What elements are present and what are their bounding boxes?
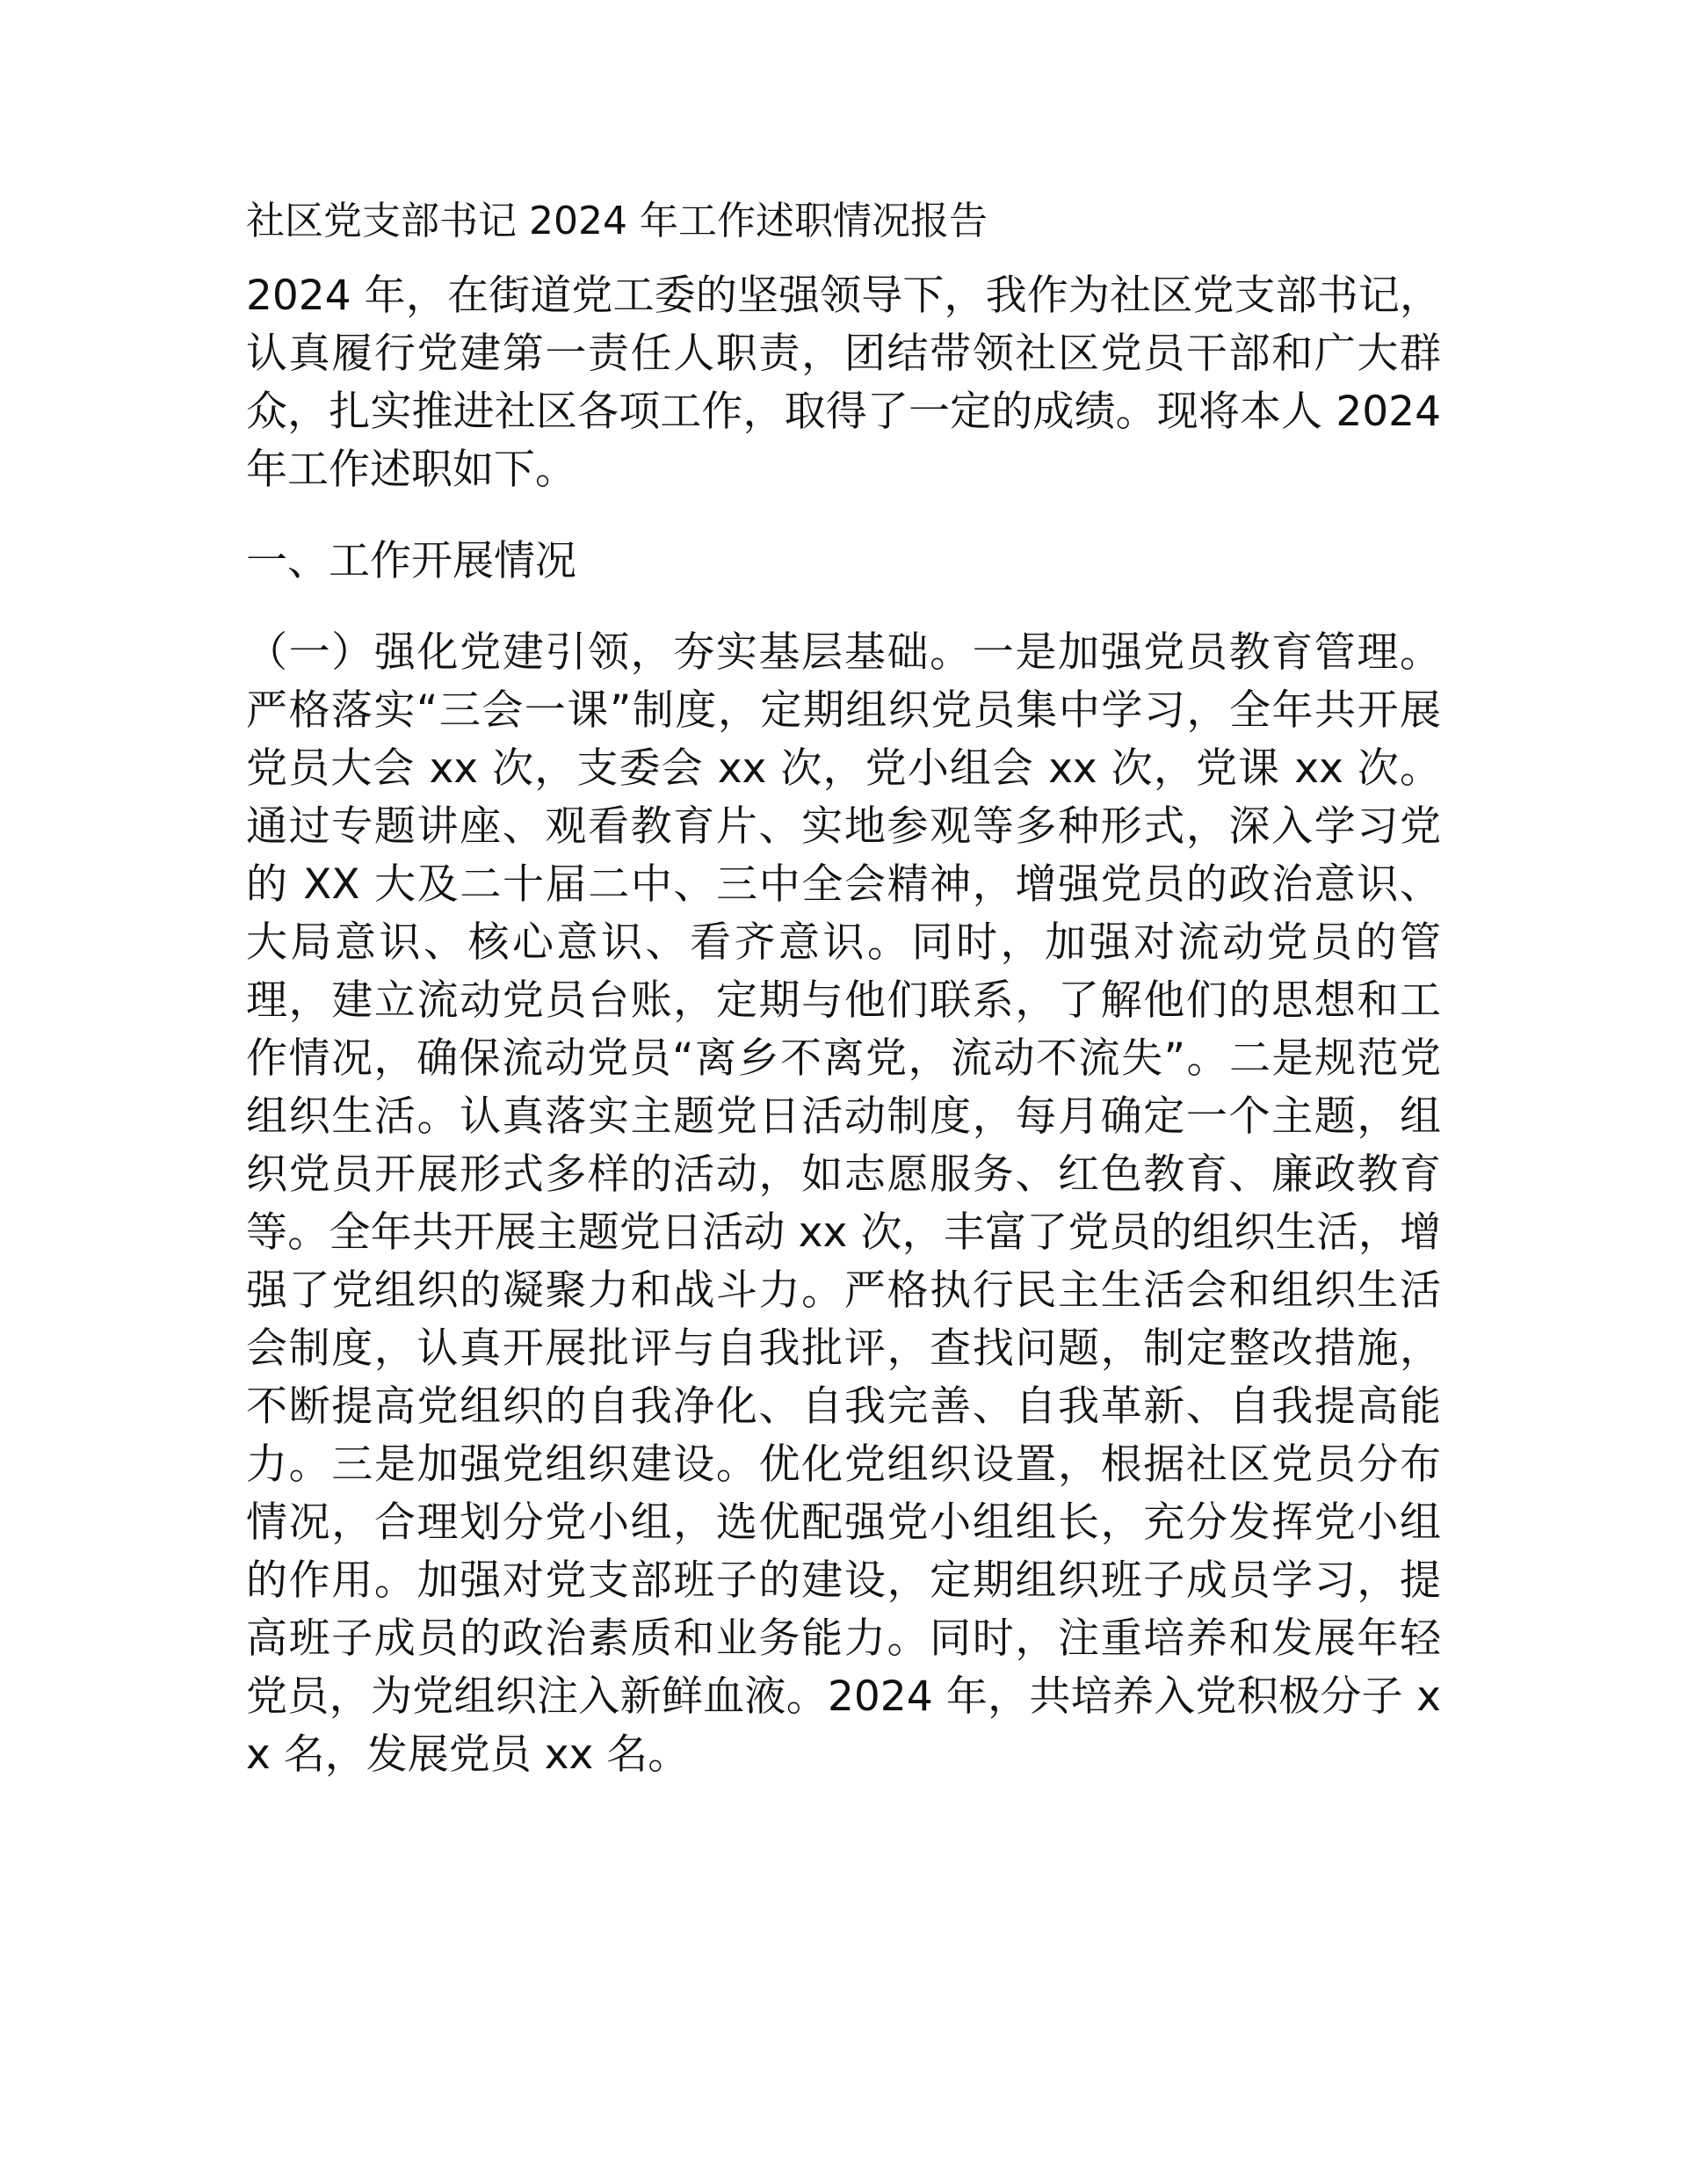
body-paragraph: （一）强化党建引领，夯实基层基础。一是加强党员教育管理。严格落实“三会一课”制度，定期组织党员集中学习，全年共开展党员大会 xx 次，支委会 xx 次，党小组会 xx 次，党课 xx 次。通过专题讲座、观看教育片、实地参观等多种形式，深入学习党的 XX 大及二十届二中、三中全会精神，增强党员的政治意识、大局意识、核心意识、看齐意识。同时，加强对流动党员的管理，建立流动党员台账，定期与他们联系，了解他们的思想和工作情况，确保流动党员“离乡不离党，流动不流失”。二是规范党组织生活。认真落实主题党日活动制度，每月确定一个主题，组织党员开展形式多样的活动，如志愿服务、红色教育、廉政教育等。全年共开展主题党日活动 xx 次，丰富了党员的组织生活，增强了党组织的凝聚力和战斗力。严格执行民主生活会和组织生活会制度，认真开展批评与自我批评，查找问题，制定整改措施，不断提高党组织的自我净化、自我完善、自我革新、自我提高能力。三是加强党组织建设。优化党组织设置，根据社区党员分布情况，合理划分党小组，选优配强党小组组长，充分发挥党小组的作用。加强对党支部班子的建设，定期组织班子成员学习，提高班子成员的政治素质和业务能力。同时，注重培养和发展年轻党员，为党组织注入新鲜血液。2024 年，共培养入党积极分子 xx 名，发展党员 xx 名。	[246, 628, 1441, 1779]
document-body	[246, 195, 1441, 1784]
document-title: 社区党支部书记 2024 年工作述职情况报告	[246, 199, 988, 243]
section-heading: 一、工作开展情况	[246, 537, 576, 585]
intro-paragraph: 2024 年，在街道党工委的坚强领导下，我作为社区党支部书记，认真履行党建第一责任人职责，团结带领社区党员干部和广大群众，扎实推进社区各项工作，取得了一定的成绩。现将本人 2024 年工作述职如下。	[246, 272, 1441, 494]
